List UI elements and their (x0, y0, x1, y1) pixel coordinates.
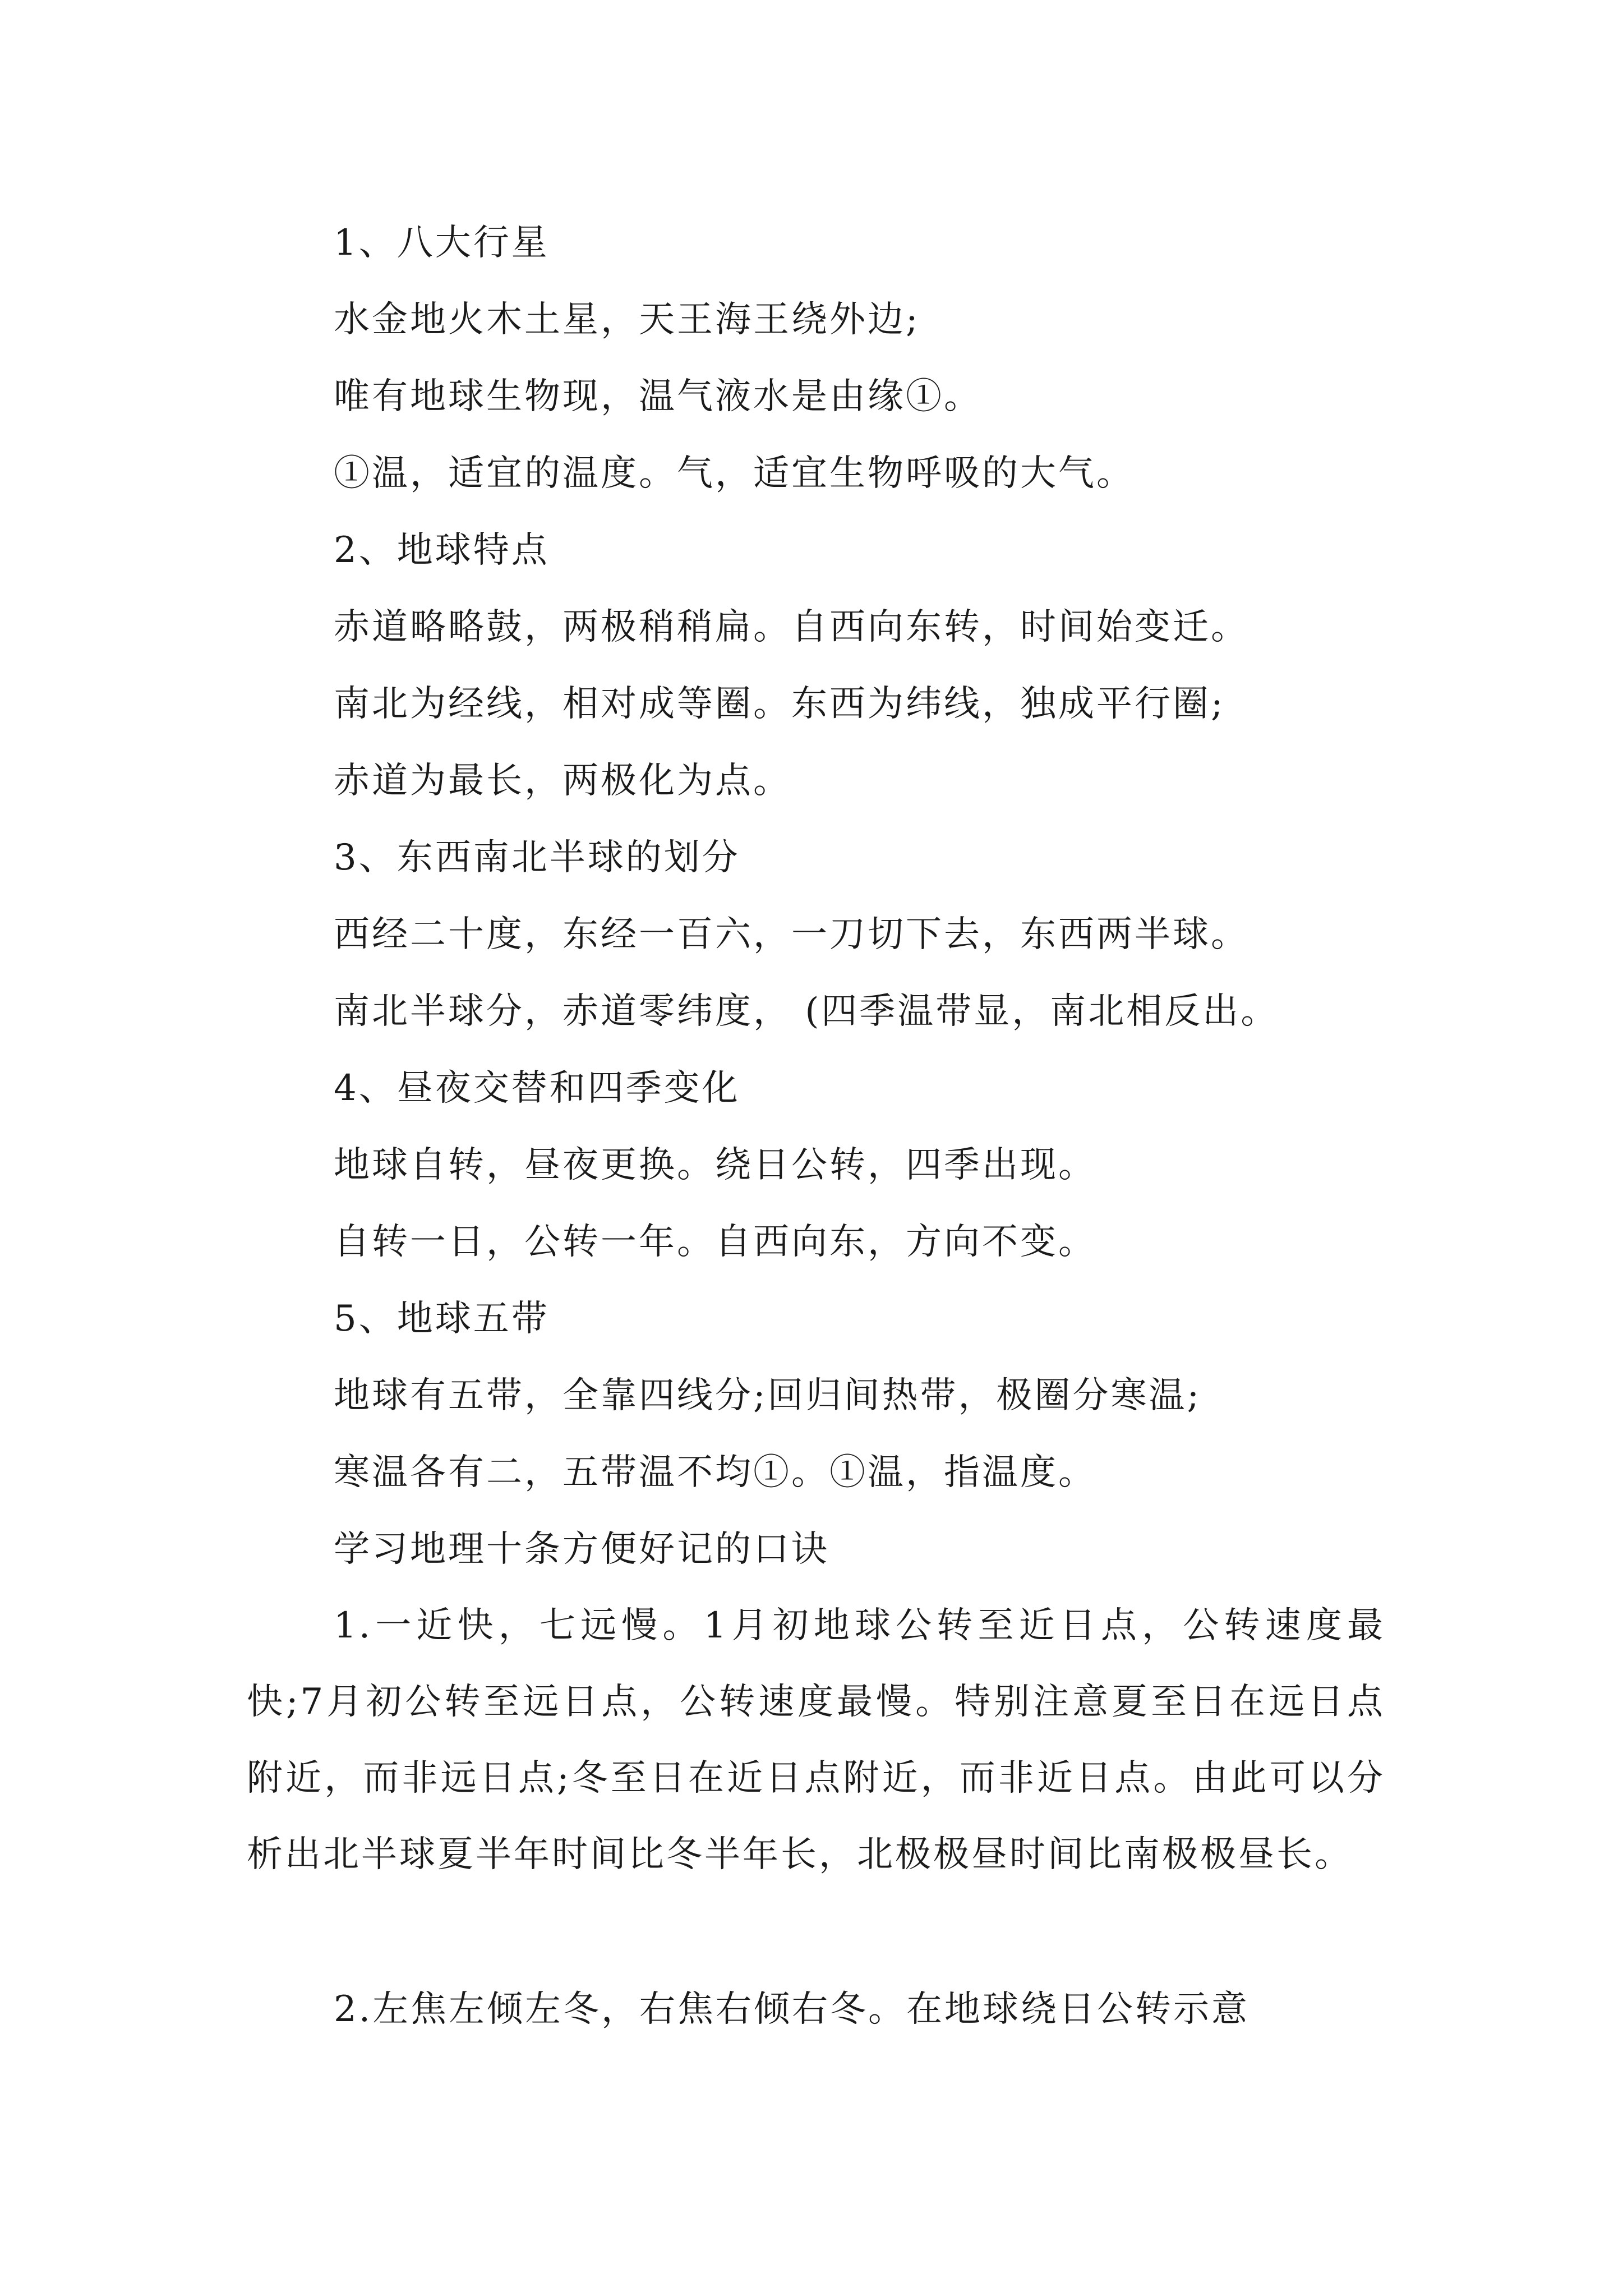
verse-line: 地球有五带，全靠四线分;回归间热带，极圈分寒温; (334, 1375, 1202, 1416)
verse-line: 唯有地球生物现，温气液水是由缘①。 (334, 376, 982, 417)
verse-line: 西经二十度，东经一百六，一刀切下去，东西两半球。 (334, 914, 1249, 955)
section-heading: 1、八大行星 (334, 222, 550, 264)
section-heading: 5、地球五带 (334, 1298, 550, 1340)
section-heading: 4、昼夜交替和四季变化 (334, 1068, 740, 1109)
verse-line: 南北半球分，赤道零纬度， (四季温带显，南北相反出。 (334, 991, 1279, 1032)
section-heading: 3、东西南北半球的划分 (334, 837, 740, 878)
verse-line: 赤道略略鼓，两极稍稍扁。自西向东转，时间始变迁。 (334, 606, 1249, 648)
verse-line: 南北为经线，相对成等圈。东西为纬线，独成平行圈; (334, 683, 1225, 725)
verse-line: 赤道为最长，两极化为点。 (334, 760, 791, 802)
footnote-line: ①温，适宜的温度。气，适宜生物呼吸的大气。 (334, 453, 1135, 494)
body-paragraph: 1.一近快，七远慢。1月初地球公转至近日点，公转速度最快;7月初公转至远日点，公转速度最慢。特别注意夏至日在远日点附近，而非远日点;冬至日在近日点附近，而非近日点。由此可以分析出北半球夏半年时间比冬半年长，北极极昼时间比南极极昼长。 (247, 1605, 1385, 1875)
verse-line: 水金地火木土星，天王海王绕外边; (334, 299, 920, 341)
body-paragraph: 2.左焦左倾左冬，右焦右倾右冬。在地球绕日公转示意 (334, 1989, 1250, 2030)
verse-line: 地球自转，昼夜更换。绕日公转，四季出现。 (334, 1144, 1096, 1186)
subtitle: 学习地理十条方便好记的口诀 (334, 1529, 829, 1570)
verse-line: 寒温各有二，五带温不均①。①温，指温度。 (334, 1452, 1096, 1493)
section-heading: 2、地球特点 (334, 530, 550, 571)
verse-line: 自转一日，公转一年。自西向东，方向不变。 (334, 1221, 1096, 1263)
